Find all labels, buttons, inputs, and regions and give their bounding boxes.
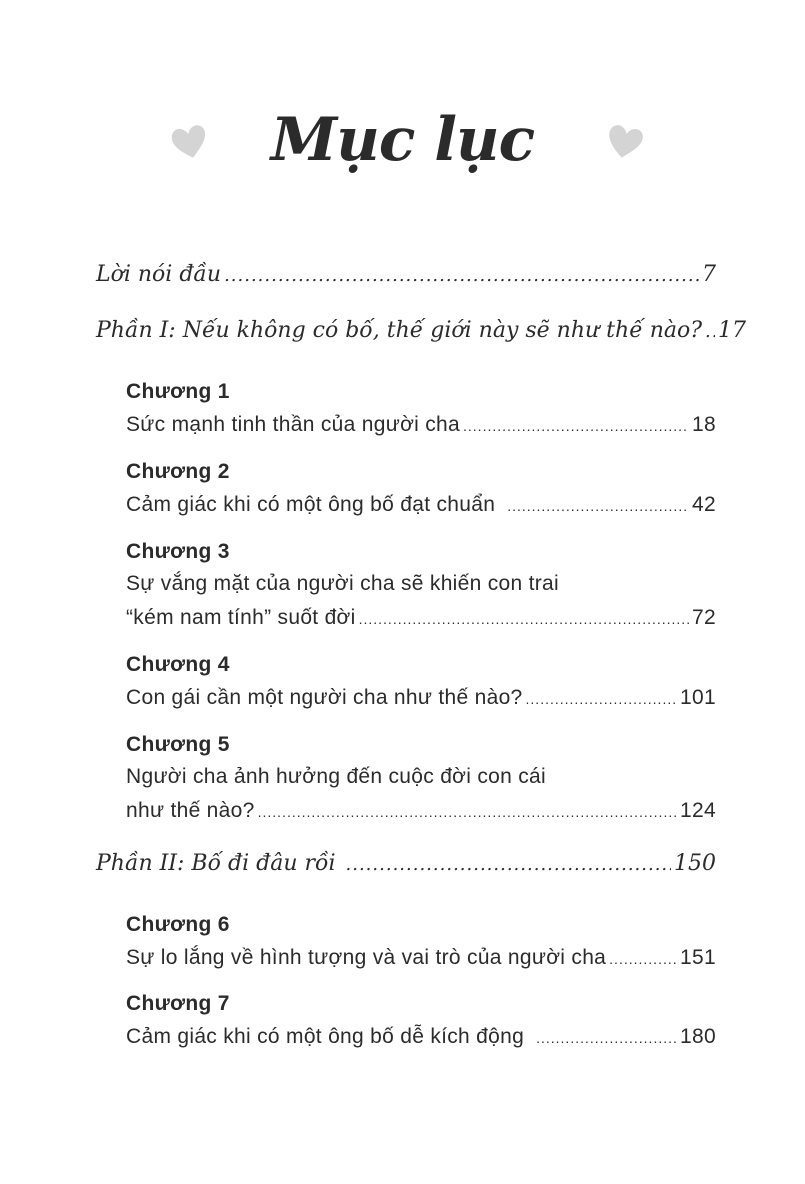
toc-entry-chapter-4[interactable]	[126, 686, 716, 710]
toc-entry-title-line: Người cha ảnh hưởng đến cuộc đời con cái	[126, 765, 546, 788]
chapter-label: Chương 1	[126, 380, 230, 403]
toc-entry-chapter-6[interactable]	[126, 946, 716, 970]
heart-icon	[605, 122, 645, 162]
chapter-label: Chương 4	[126, 653, 230, 676]
toc-entry-label: Lời nói đầu	[96, 262, 222, 287]
chapter-label: Chương 7	[126, 992, 230, 1015]
dot-leader	[258, 804, 677, 820]
toc-page-number: 150	[674, 851, 716, 876]
dot-leader	[224, 265, 699, 286]
toc-entry-title: Con gái cần một người cha như thế nào?	[126, 686, 523, 709]
toc-entry-title-line: Sự vắng mặt của người cha sẽ khiến con trai	[126, 572, 560, 595]
toc-entry-chapter-3[interactable]	[126, 606, 716, 630]
toc-entry-label: Phần II: Bố đi đâu rồi	[96, 851, 336, 876]
toc-entry-part-1[interactable]	[96, 318, 747, 343]
toc-entry-chapter-5[interactable]	[126, 799, 716, 823]
chapter-label: Chương 2	[126, 460, 230, 483]
toc-page-number: 17	[718, 318, 747, 343]
toc-entry-chapter-7[interactable]	[126, 1025, 716, 1049]
toc-entry-title: Cảm giác khi có một ông bố đạt chuẩn	[126, 493, 496, 516]
toc-entry-title: Sự lo lắng về hình tượng và vai trò của người cha	[126, 946, 607, 969]
toc-entry-title: “kém nam tính” suốt đời	[126, 606, 356, 629]
chapter-label: Chương 5	[126, 733, 230, 756]
dot-leader	[705, 321, 715, 342]
toc-entry-preface[interactable]	[96, 262, 716, 287]
dot-leader	[359, 611, 689, 627]
dot-leader	[526, 691, 678, 707]
dot-leader	[346, 854, 671, 875]
toc-entry-title: như thế nào?	[126, 799, 255, 822]
toc-page-number: 72	[692, 606, 716, 629]
toc-entry-title: Sức mạnh tinh thần của người cha	[126, 413, 461, 436]
chapter-label: Chương 3	[126, 540, 230, 563]
toc-entry-part-2[interactable]	[96, 851, 716, 876]
page-title: Mục lục	[270, 105, 535, 175]
toc-entry-title: Cảm giác khi có một ông bố dễ kích động	[126, 1025, 525, 1048]
dot-leader	[507, 498, 689, 514]
toc-entry-chapter-2[interactable]	[126, 493, 716, 517]
toc-page-number: 124	[680, 799, 716, 822]
toc-entry-chapter-1[interactable]	[126, 413, 716, 437]
dot-leader	[609, 951, 677, 967]
dot-leader	[536, 1030, 677, 1046]
toc-page-number: 42	[692, 493, 716, 516]
toc-page-number: 180	[680, 1025, 716, 1048]
chapter-label: Chương 6	[126, 913, 230, 936]
toc-entry-label: Phần I: Nếu không có bố, thế giới này sẽ như thế nào?	[96, 318, 703, 343]
toc-page-number: 151	[680, 946, 716, 969]
toc-page-number: 18	[692, 413, 716, 436]
page-header	[0, 100, 805, 190]
toc-page-number: 7	[702, 262, 716, 287]
dot-leader	[463, 418, 689, 434]
toc-page-number: 101	[680, 686, 716, 709]
